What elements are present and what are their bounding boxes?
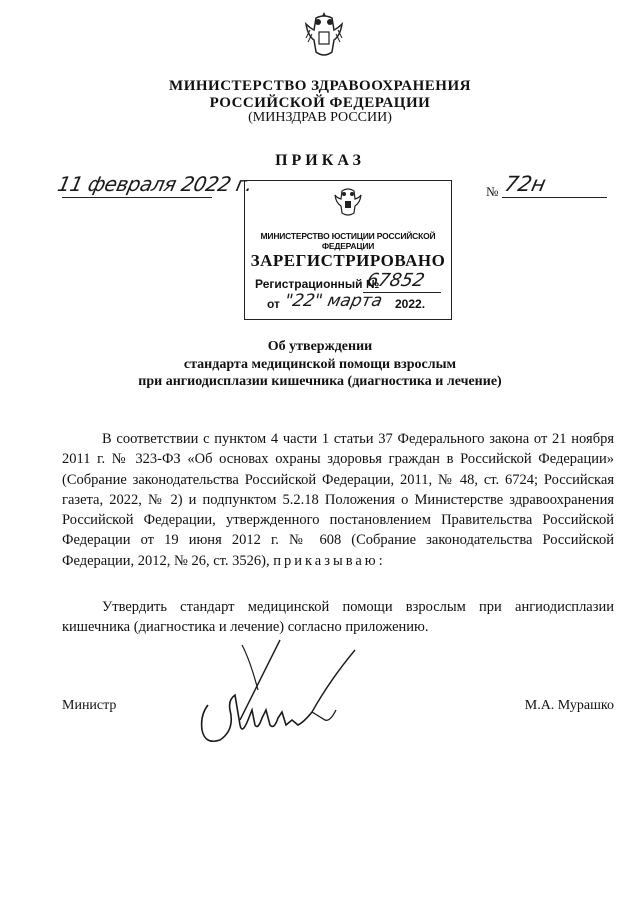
signatory-name: М.А. Мурашко — [524, 698, 614, 713]
title-line3: при ангиодисплазии кишечника (диагностика и лечение) — [138, 374, 502, 389]
title-line2: стандарта медицинской помощи взрослым — [183, 357, 457, 372]
stamp-reg-label: Регистрационный № — [255, 277, 380, 291]
number-underline — [502, 197, 607, 198]
stamp-reg-number: 67852 — [364, 270, 427, 291]
order-number-handwritten: 72н — [502, 172, 549, 196]
body-paragraph-1 — [62, 429, 614, 571]
body-paragraph-2: Утвердить стандарт медицинской помощи взрослым при ангиодисплазии кишечника (диагностика и лечение) согласно приложению. — [62, 599, 614, 636]
body-paragraph-1-text: В соответствии с пунктом 4 части 1 статьи 37 Федерального закона от 21 ноября 2011 г. № 323-ФЗ «Об основах охраны здоровья граждан в Российской Федерации» (Собрание законодательства Российской Федерации, 2011, № 48, ст. 6724; Российская газета, 2022, № 2) и подпунктом 5.2.18 Положения о Министерстве здравоохранения Российской Федерации, утвержденного постановлением Правительства Российской Федерации от 19 июня 2012 г. № 608 (Собрание законодательства Российской Федерации, 2012, № 26, ст. 3526), — [62, 431, 614, 569]
document-type: ПРИКАЗ — [275, 152, 365, 169]
title-line1: Об утверждении — [267, 339, 373, 354]
ministry-short-name: (МИНЗДРАВ РОССИИ) — [248, 110, 392, 125]
russian-coat-of-arms-icon — [304, 8, 344, 60]
ministry-name-line2: РОССИЙСКОЙ ФЕДЕРАЦИИ — [209, 95, 431, 111]
date-underline — [62, 197, 212, 198]
order-word: приказываю: — [273, 552, 386, 569]
signatory-position: Министр — [62, 698, 117, 713]
registration-stamp — [244, 180, 452, 320]
stamp-ministry: МИНИСТЕРСТВО ЮСТИЦИИ РОССИЙСКОЙ ФЕДЕРАЦИИ — [260, 231, 436, 251]
mju-emblem-icon — [333, 185, 363, 219]
handwritten-signature-icon — [180, 630, 380, 750]
ministry-name-line1: МИНИСТЕРСТВО ЗДРАВООХРАНЕНИЯ — [169, 78, 471, 94]
stamp-status: ЗАРЕГИСТРИРОВАНО — [250, 251, 446, 270]
stamp-date-handwritten: "22" марта — [282, 291, 385, 311]
stamp-date-year: 2022. — [395, 297, 426, 311]
order-date-handwritten: 11 февраля 2022 г. — [55, 172, 255, 196]
order-number-label: № — [486, 184, 499, 199]
stamp-date-prefix: от — [267, 297, 280, 311]
